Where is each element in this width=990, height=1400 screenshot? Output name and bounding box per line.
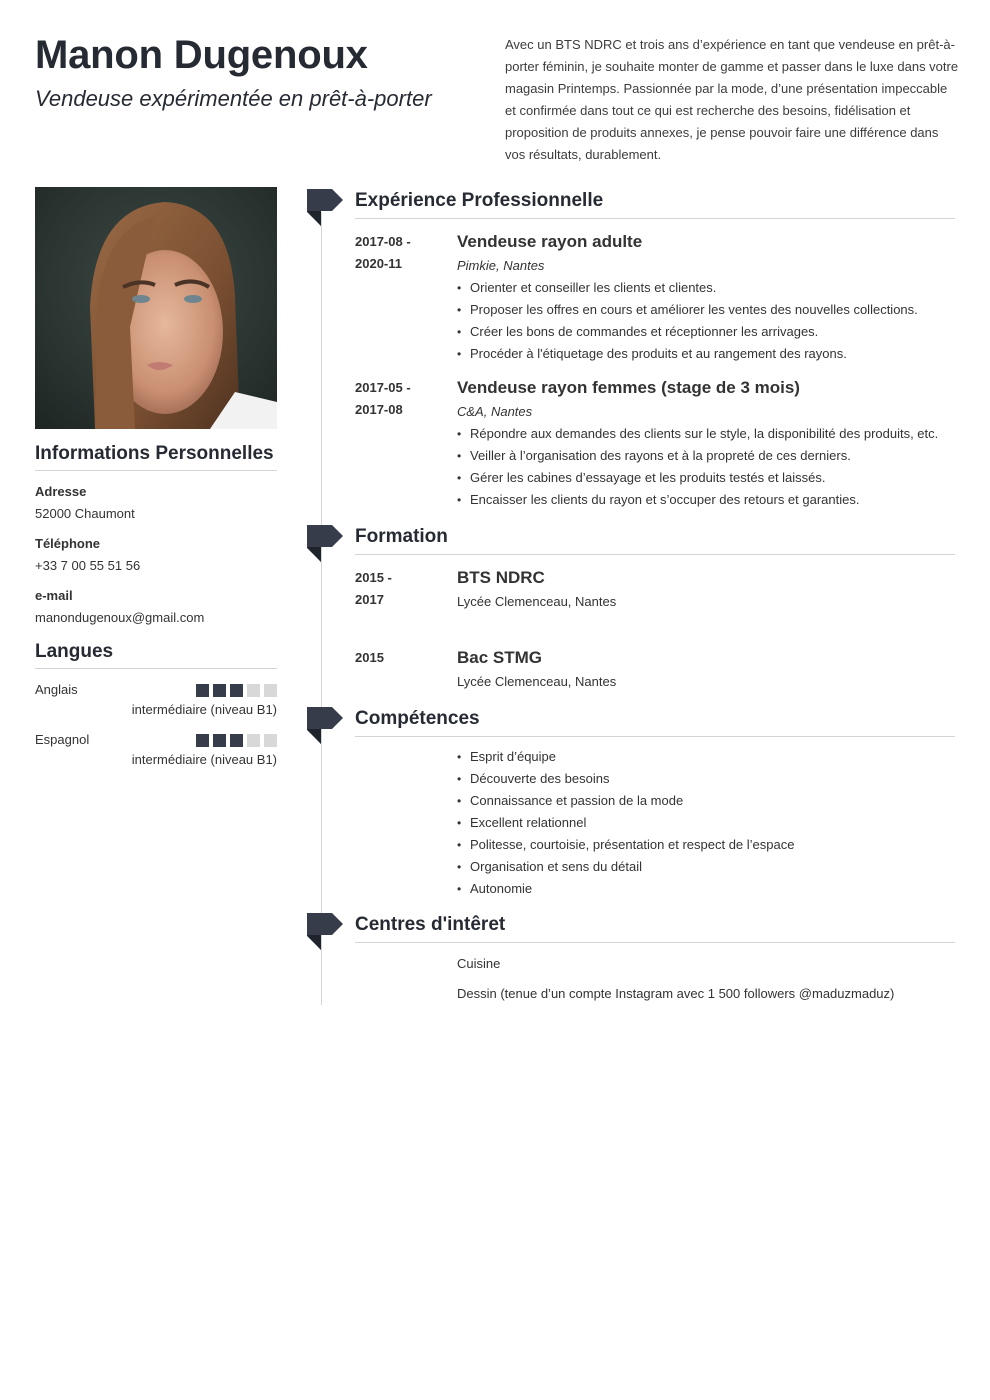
employer: C&A, Nantes xyxy=(457,404,533,419)
list-item: • Orienter et conseiller les clients et clientes. xyxy=(457,277,957,299)
date-start: 2017-05 - xyxy=(355,380,411,395)
job-position: Vendeuse rayon femmes (stage de 3 mois) xyxy=(457,378,800,397)
entry-date xyxy=(355,567,445,611)
rating-dot-empty-icon xyxy=(264,734,277,747)
entry-body xyxy=(457,647,957,693)
profile-photo xyxy=(35,187,277,429)
language-name: Anglais xyxy=(35,682,78,697)
rating-dot-empty-icon xyxy=(247,684,260,697)
date-start: 2015 - xyxy=(355,570,392,585)
education-section-header xyxy=(355,524,955,555)
experience-section-header xyxy=(355,188,955,219)
phone-value: +33 7 00 55 51 56 xyxy=(35,558,141,573)
interests-heading: Centres d'intêret xyxy=(355,914,506,935)
employer: Pimkie, Nantes xyxy=(457,258,545,273)
date-start: 2015 xyxy=(355,650,384,665)
entry-date xyxy=(355,377,445,421)
job-position: Vendeuse rayon adulte xyxy=(457,232,643,251)
entry-body xyxy=(457,567,957,613)
portrait-image-icon xyxy=(35,187,277,429)
skill-item: • Esprit d’équipe xyxy=(457,746,957,768)
sidebar xyxy=(35,187,277,771)
entry-body xyxy=(457,377,957,511)
address-field xyxy=(35,483,277,523)
language-name: Espagnol xyxy=(35,732,90,747)
rating-dot-filled-icon xyxy=(230,684,243,697)
personal-info-heading: Informations Personnelles xyxy=(35,442,277,471)
languages-heading: Langues xyxy=(35,640,277,669)
education-heading: Formation xyxy=(355,526,448,547)
email-label: e-mail xyxy=(35,588,73,603)
rating-dot-filled-icon xyxy=(213,684,226,697)
language-rating xyxy=(196,734,277,747)
email-value: manondugenoux@gmail.com xyxy=(35,610,205,625)
candidate-name: Manon Dugenoux xyxy=(35,33,368,77)
list-item: • Veiller à l’organisation des rayons et à la propreté de ces derniers. xyxy=(457,445,957,467)
rating-dot-filled-icon xyxy=(196,734,209,747)
skills-heading: Compétences xyxy=(355,708,480,729)
section-flag-icon xyxy=(307,913,344,951)
skill-item: • Découverte des besoins xyxy=(457,768,957,790)
list-item: • Procéder à l'étiquetage des produits et au rangement des rayons. xyxy=(457,343,957,365)
address-value: 52000 Chaumont xyxy=(35,506,135,521)
language-level: intermédiaire (niveau B1) xyxy=(131,702,277,717)
skills-section-header xyxy=(355,706,955,737)
section-flag-icon xyxy=(307,189,344,227)
entry-body xyxy=(457,231,957,365)
phone-field xyxy=(35,535,277,575)
address-label: Adresse xyxy=(35,484,87,499)
list-item: • Gérer les cabines d’essayage et les produits testés et laissés. xyxy=(457,467,957,489)
responsibilities-list xyxy=(457,277,957,365)
skill-item: • Excellent relationnel xyxy=(457,812,957,834)
skill-item: • Politesse, courtoisie, présentation et respect de l’espace xyxy=(457,834,957,856)
degree: BTS NDRC xyxy=(457,568,545,587)
date-end: 2017-08 xyxy=(355,402,403,417)
date-end: 2020-11 xyxy=(355,256,402,271)
degree: Bac STMG xyxy=(457,648,543,667)
interests-section-header xyxy=(355,912,955,943)
section-flag-icon xyxy=(307,707,344,745)
resume-header xyxy=(35,30,465,112)
email-field xyxy=(35,587,277,627)
school: Lycée Clemenceau, Nantes xyxy=(457,594,617,609)
skill-item: • Connaissance et passion de la mode xyxy=(457,790,957,812)
rating-dot-filled-icon xyxy=(213,734,226,747)
rating-dot-filled-icon xyxy=(196,684,209,697)
job-title: Vendeuse expérimentée en prêt-à-porter xyxy=(35,86,432,111)
list-item: • Créer les bons de commandes et réceptionner les arrivages. xyxy=(457,321,957,343)
rating-dot-empty-icon xyxy=(264,684,277,697)
skills-list xyxy=(457,746,957,900)
phone-label: Téléphone xyxy=(35,536,101,551)
responsibilities-list xyxy=(457,423,957,511)
list-item: • Répondre aux demandes des clients sur le style, la disponibilité des produits, etc. xyxy=(457,423,957,445)
rating-dot-filled-icon xyxy=(230,734,243,747)
list-item: • Encaisser les clients du rayon et s’occuper des retours et garanties. xyxy=(457,489,957,511)
entry-date xyxy=(355,647,445,669)
language-item xyxy=(35,731,277,771)
date-start: 2017-08 - xyxy=(355,234,411,249)
timeline-line xyxy=(321,212,322,1005)
skill-item: • Organisation et sens du détail xyxy=(457,856,957,878)
profile-summary: Avec un BTS NDRC et trois ans d’expérience en tant que vendeuse en prêt-à-porter féminin, je souhaite monter de gamme et passer dans le luxe dans votre magasin Printemps. Passionnée par la mode, d’une présentation impeccable et confirmée dans tout ce qui est recherche des besoins, fidélisation et proposition de produits annexes, je pense pouvoir faire une différence dans vos résultats, durablement. xyxy=(505,37,959,162)
list-item: • Proposer les offres en cours et améliorer les ventes des nouvelles collections. xyxy=(457,299,957,321)
date-end: 2017 xyxy=(355,592,384,607)
section-flag-icon xyxy=(307,525,344,563)
skill-item: • Autonomie xyxy=(457,878,957,900)
rating-dot-empty-icon xyxy=(247,734,260,747)
entry-date xyxy=(355,231,445,275)
interest-item: Cuisine xyxy=(457,956,501,971)
language-level: intermédiaire (niveau B1) xyxy=(131,752,277,767)
language-rating xyxy=(196,684,277,697)
experience-heading: Expérience Professionnelle xyxy=(355,190,604,211)
language-item xyxy=(35,681,277,721)
entry-body xyxy=(457,746,957,900)
interest-item: Dessin (tenue d’un compte Instagram avec 1 500 followers @maduzmaduz) xyxy=(457,986,895,1001)
school: Lycée Clemenceau, Nantes xyxy=(457,674,617,689)
